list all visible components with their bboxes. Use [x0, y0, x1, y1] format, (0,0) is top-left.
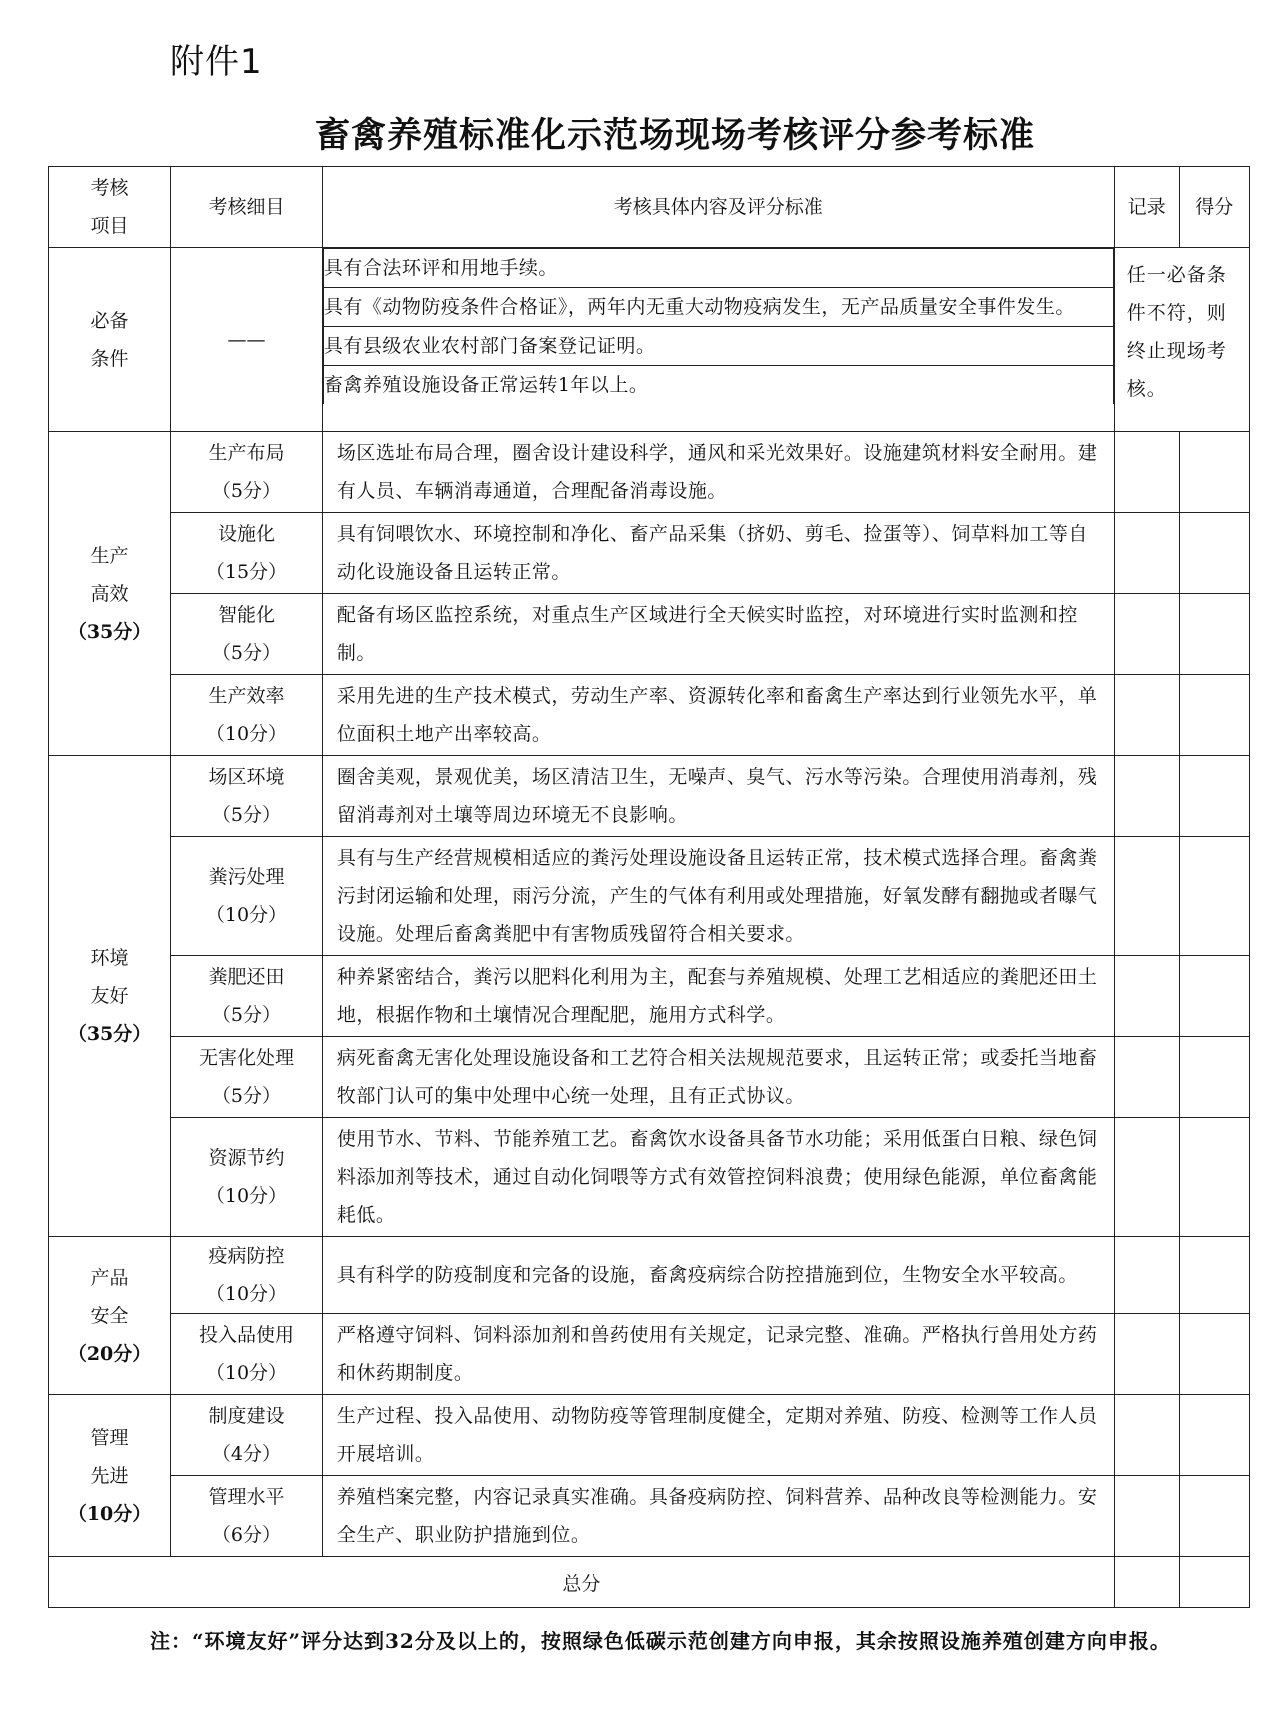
footnote: 注：“环境友好”评分达到32分及以上的，按照绿色低碳示范创建方向申报，其余按照设施养殖创建方向申报。: [150, 1629, 1171, 1653]
subitem-points: （10分）: [205, 1283, 288, 1305]
category-name-line1: 产品: [90, 1266, 129, 1289]
subitem-label: 管理水平: [208, 1486, 285, 1508]
record-cell[interactable]: [1114, 1476, 1179, 1557]
score-cell[interactable]: [1179, 1476, 1249, 1557]
subitem-points: （5分）: [211, 1004, 281, 1026]
subitem-name: [171, 837, 323, 956]
header-category-line1: 考核: [90, 177, 129, 199]
total-score-cell[interactable]: [1179, 1557, 1249, 1608]
category-management: [49, 1395, 171, 1557]
subitem-name: [171, 513, 323, 594]
table-row: [49, 513, 1250, 594]
table-row: [49, 594, 1250, 675]
record-cell[interactable]: [1114, 756, 1179, 837]
record-cell[interactable]: [1114, 594, 1179, 675]
record-cell[interactable]: [1114, 1314, 1179, 1395]
table-row: [49, 675, 1250, 756]
subitem-name: [171, 432, 323, 513]
record-cell[interactable]: [1114, 1037, 1179, 1118]
category-name-line2: 友好: [90, 985, 129, 1007]
subitem-label: 粪肥还田: [208, 966, 285, 988]
category-points: （10分）: [67, 1502, 152, 1525]
subitem-points: （4分）: [211, 1443, 281, 1465]
header-score: 得分: [1179, 167, 1249, 248]
subitem-points: （5分）: [211, 480, 281, 502]
criteria-text: 具有饲喂饮水、环境控制和净化、畜产品采集（挤奶、剪毛、捡蛋等）、饲草料加工等自动化设施设备且运转正常。: [322, 513, 1114, 594]
scoring-table: [48, 166, 1250, 1608]
category-points: （35分）: [67, 1023, 152, 1045]
subitem-label: 设施化: [217, 523, 275, 545]
criteria-text: 圈舍美观，景观优美，场区清洁卫生，无噪声、臭气、污水等污染。合理使用消毒剂，残留消毒剂对土壤等周边环境无不良影响。: [322, 756, 1114, 837]
required-subitem: ——: [171, 248, 323, 432]
record-cell[interactable]: [1114, 513, 1179, 594]
criteria-text: 场区选址布局合理，圈舍设计建设科学，通风和采光效果好。设施建筑材料安全耐用。建有人员、车辆消毒通道，合理配备消毒设施。: [322, 432, 1114, 513]
category-production: [49, 432, 171, 756]
subitem-points: （5分）: [211, 1085, 281, 1107]
header-record: 记录: [1114, 167, 1179, 248]
subitem-label: 场区环境: [208, 766, 285, 788]
score-cell[interactable]: [1179, 1237, 1249, 1314]
criteria-text: 具有科学的防疫制度和完备的设施，畜禽疫病综合防控措施到位，生物安全水平较高。: [322, 1237, 1114, 1314]
score-cell[interactable]: [1179, 432, 1249, 513]
table-row: [49, 1476, 1250, 1557]
header-row: [49, 167, 1250, 248]
score-cell[interactable]: [1179, 675, 1249, 756]
score-cell[interactable]: [1179, 837, 1249, 956]
required-item: 具有合法环评和用地手续。: [323, 249, 1113, 288]
table-row: [49, 756, 1250, 837]
required-item: 具有县级农业农村部门备案登记证明。: [323, 327, 1113, 366]
table-row: [49, 1395, 1250, 1476]
record-cell[interactable]: [1114, 1118, 1179, 1237]
subitem-label: 粪污处理: [208, 866, 285, 888]
table-row: [49, 956, 1250, 1037]
subitem-label: 制度建设: [208, 1405, 285, 1427]
subitem-name: [171, 1476, 323, 1557]
document-title: 畜禽养殖标准化示范场现场考核评分参考标准: [314, 116, 1035, 156]
table-row: [49, 1118, 1250, 1237]
criteria-text: 配备有场区监控系统，对重点生产区域进行全天候实时监控，对环境进行实时监测和控制。: [322, 594, 1114, 675]
subitem-points: （6分）: [211, 1524, 281, 1546]
category-points: （35分）: [67, 620, 152, 643]
subitem-name: [171, 675, 323, 756]
required-items: [322, 248, 1114, 432]
record-cell[interactable]: [1114, 1237, 1179, 1314]
subitem-label: 投入品使用: [198, 1324, 294, 1346]
subitem-points: （10分）: [205, 904, 288, 926]
subitem-label: 疫病防控: [208, 1245, 285, 1267]
table-row: [49, 1037, 1250, 1118]
criteria-text: 采用先进的生产技术模式，劳动生产率、资源转化率和畜禽生产率达到行业领先水平，单位面积土地产出率较高。: [322, 675, 1114, 756]
record-cell[interactable]: [1114, 432, 1179, 513]
criteria-text: 具有与生产经营规模相适应的粪污处理设施设备且运转正常，技术模式选择合理。畜禽粪污封闭运输和处理，雨污分流，产生的气体有利用或处理措施，好氧发酵有翻抛或者曝气设施。处理后畜禽粪肥中有害物质残留符合相关要求。: [322, 837, 1114, 956]
score-cell[interactable]: [1179, 1314, 1249, 1395]
category-product-safety: [49, 1237, 171, 1395]
required-name-line2: 条件: [90, 347, 129, 370]
criteria-text: 生产过程、投入品使用、动物防疫等管理制度健全，定期对养殖、防疫、检测等工作人员开展培训。: [322, 1395, 1114, 1476]
score-cell[interactable]: [1179, 956, 1249, 1037]
category-points: （20分）: [67, 1342, 152, 1365]
score-cell[interactable]: [1179, 756, 1249, 837]
subitem-label: 资源节约: [208, 1147, 285, 1169]
subitem-label: 生产布局: [208, 442, 285, 464]
record-cell[interactable]: [1114, 837, 1179, 956]
category-name-line2: 安全: [90, 1304, 129, 1327]
required-row: [49, 248, 1250, 432]
header-category-line2: 项目: [90, 215, 129, 237]
subitem-points: （10分）: [205, 1185, 288, 1207]
score-cell[interactable]: [1179, 1118, 1249, 1237]
criteria-text: 养殖档案完整，内容记录真实准确。具备疫病防控、饲料营养、品种改良等检测能力。安全生产、职业防护措施到位。: [322, 1476, 1114, 1557]
subitem-name: [171, 1395, 323, 1476]
score-cell[interactable]: [1179, 513, 1249, 594]
total-record-cell[interactable]: [1114, 1557, 1179, 1608]
score-cell[interactable]: [1179, 1395, 1249, 1476]
required-name-line1: 必备: [90, 309, 129, 332]
category-name-line1: 管理: [90, 1426, 129, 1449]
subitem-points: （10分）: [205, 723, 288, 745]
category-name-line1: 生产: [90, 544, 129, 567]
subitem-name: [171, 1237, 323, 1314]
attachment-label: 附件1: [170, 42, 263, 82]
category-name-line2: 先进: [90, 1464, 129, 1487]
subitem-points: （5分）: [211, 642, 281, 664]
subitem-name: [171, 594, 323, 675]
subitem-points: （15分）: [205, 561, 288, 583]
subitem-name: [171, 756, 323, 837]
record-cell[interactable]: [1114, 956, 1179, 1037]
category-name-line2: 高效: [90, 582, 129, 605]
table-row: [49, 432, 1250, 513]
criteria-text: 种养紧密结合，粪污以肥料化利用为主，配套与养殖规模、处理工艺相适应的粪肥还田土地，根据作物和土壤情况合理配肥，施用方式科学。: [322, 956, 1114, 1037]
subitem-label: 无害化处理: [198, 1047, 294, 1069]
criteria-text: 严格遵守饲料、饲料添加剂和兽药使用有关规定，记录完整、准确。严格执行兽用处方药和休药期制度。: [322, 1314, 1114, 1395]
subitem-points: （10分）: [205, 1362, 288, 1384]
record-cell[interactable]: [1114, 675, 1179, 756]
record-cell[interactable]: [1114, 1395, 1179, 1476]
category-environment: [49, 756, 171, 1237]
header-content: 考核具体内容及评分标准: [322, 167, 1114, 248]
header-category: [49, 167, 171, 248]
required-item: 具有《动物防疫条件合格证》，两年内无重大动物疫病发生，无产品质量安全事件发生。: [323, 288, 1113, 327]
category-name-line1: 环境: [90, 947, 129, 969]
subitem-points: （5分）: [211, 804, 281, 826]
required-item: 畜禽养殖设施设备正常运转1年以上。: [323, 366, 1113, 405]
score-cell[interactable]: [1179, 1037, 1249, 1118]
table-row: [49, 1237, 1250, 1314]
total-label: 总分: [49, 1557, 1115, 1608]
subitem-label: 智能化: [217, 604, 275, 626]
subitem-name: [171, 1118, 323, 1237]
required-rule: 任一必备条件不符，则终止现场考核。: [1114, 248, 1249, 432]
criteria-text: 使用节水、节料、节能养殖工艺。畜禽饮水设备具备节水功能；采用低蛋白日粮、绿色饲料添加剂等技术，通过自动化饲喂等方式有效管控饲料浪费；使用绿色能源，单位畜禽能耗低。: [322, 1118, 1114, 1237]
header-subitem: 考核细目: [171, 167, 323, 248]
subitem-name: [171, 1037, 323, 1118]
table-row: [49, 1314, 1250, 1395]
subitem-name: [171, 1314, 323, 1395]
total-row: [49, 1557, 1250, 1608]
subitem-label: 生产效率: [208, 685, 285, 707]
table-row: [49, 837, 1250, 956]
criteria-text: 病死畜禽无害化处理设施设备和工艺符合相关法规规范要求，且运转正常；或委托当地畜牧部门认可的集中处理中心统一处理，且有正式协议。: [322, 1037, 1114, 1118]
subitem-name: [171, 956, 323, 1037]
required-category: [49, 248, 171, 432]
score-cell[interactable]: [1179, 594, 1249, 675]
